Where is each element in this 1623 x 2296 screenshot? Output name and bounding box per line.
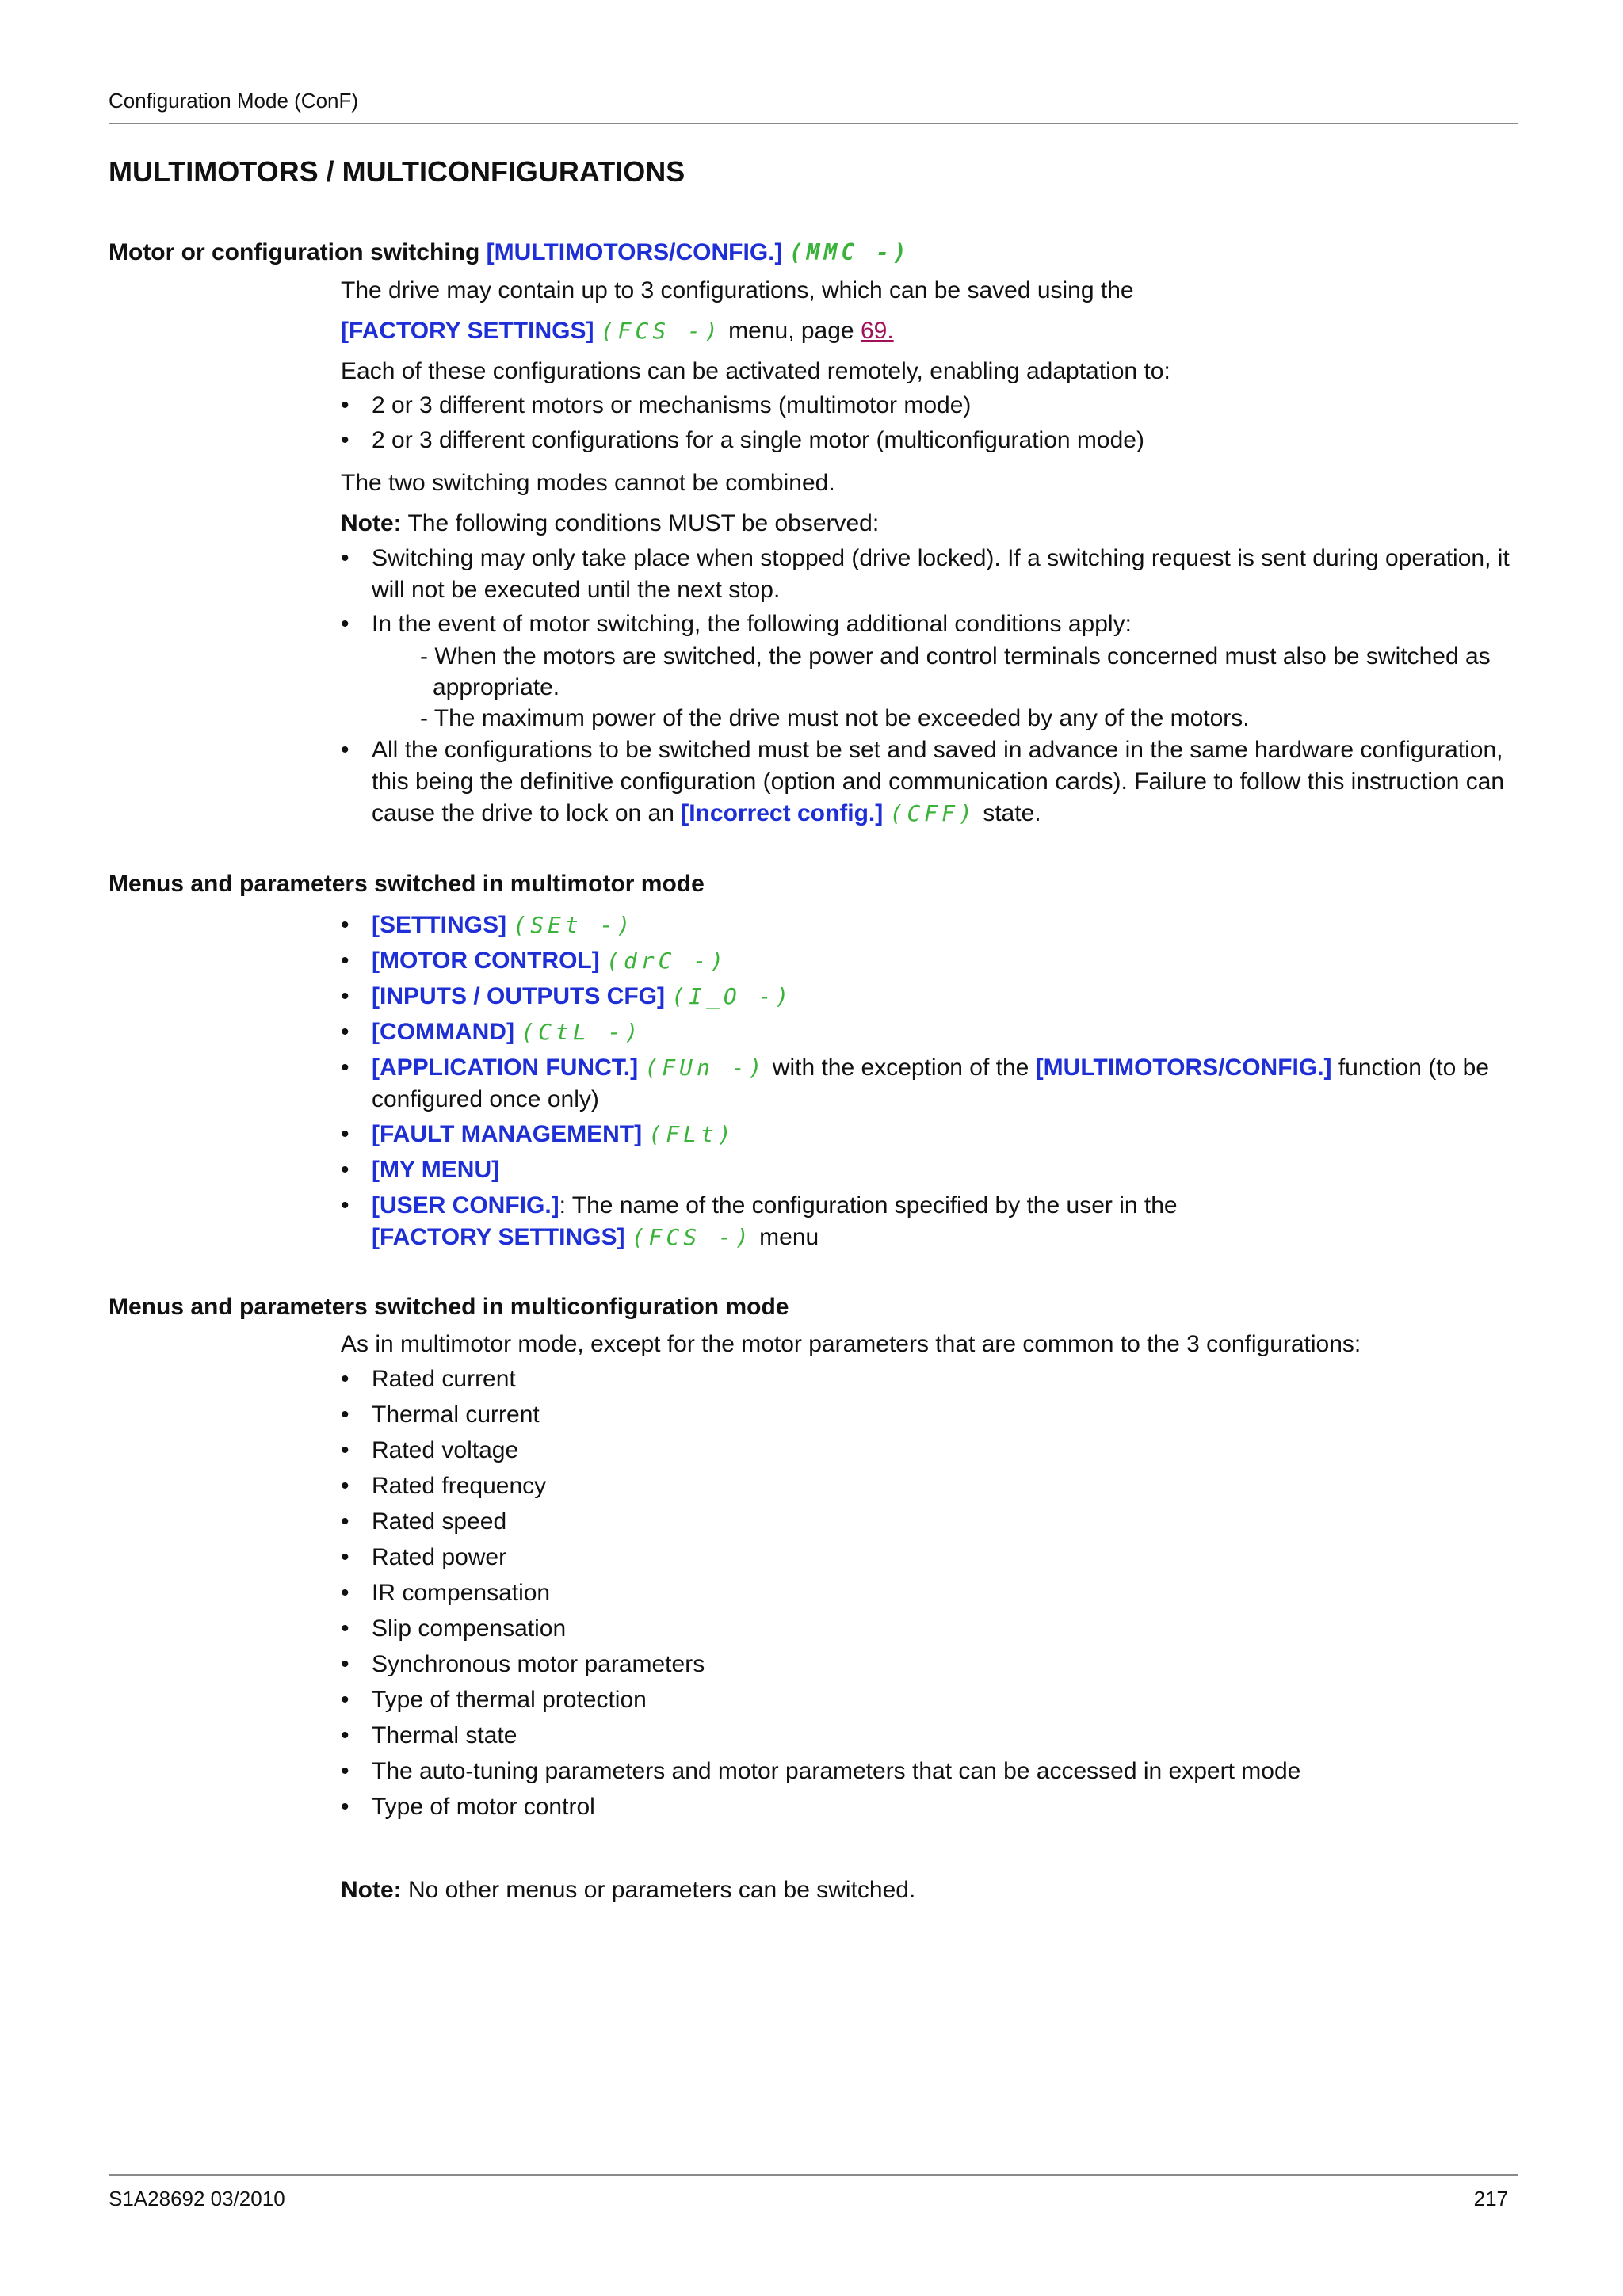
list-item [341,1052,1520,1116]
menu-ref-incorrect-config: [Incorrect config.] [681,800,884,826]
note [341,1875,1520,1906]
list-item: • 2 or 3 different motors or mechanisms (multimotor mode) [341,390,1520,421]
list-item-text: : The name of the configuration specified by the user in the [559,1192,1178,1219]
section-heading-multimotor: Menus and parameters switched in multimotor mode [109,871,705,897]
heading-text: Motor or configuration switching [109,239,480,265]
running-header: Configuration Mode (ConF) [109,89,359,113]
doc-reference: S1A28692 03/2010 [109,2187,285,2210]
list-item: • 2 or 3 different configurations for a single motor (multiconfiguration mode) [341,425,1520,456]
sub-item: - When the motors are switched, the power and control terminals concerned must also be switched as appropriate. [420,643,1491,700]
list-item: • Slip compensation [341,1613,1520,1645]
menu-ref: [SETTINGS] [372,912,506,938]
paragraph: Each of these configurations can be activated remotely, enabling adaptation to: [341,358,1170,384]
menu-ref: [INPUTS / OUTPUTS CFG] [372,983,665,1009]
menu-ref: [USER CONFIG.] [372,1192,559,1219]
menu-code: (SEt -) [513,912,635,938]
list-item [341,981,1520,1013]
list-item [341,734,1520,830]
paragraph: The two switching modes cannot be combined. [341,470,835,496]
list-item: • Type of thermal protection [341,1684,1520,1716]
list-item: • The auto-tuning parameters and motor parameters that can be accessed in expert mode [341,1756,1520,1787]
menu-ref-factory-settings: [FACTORY SETTINGS] [341,318,594,344]
list-item [341,910,1520,941]
list-item [341,1016,1520,1048]
list-item [341,1190,1520,1253]
note [341,508,1520,540]
menu-ref-multimotors: [MULTIMOTORS/CONFIG.] [486,239,783,265]
menu-ref: [FACTORY SETTINGS] [372,1224,625,1250]
list-item-text: function (to be configured once only) [372,1055,1489,1112]
code-mmc: (MMC -) [789,239,911,265]
list-item: • Switching may only take place when stopped (drive locked). If a switching request is sent during operation, it will not be executed until the next stop. [341,543,1520,606]
list-item: • In the event of motor switching, the following additional conditions apply: [341,608,1520,640]
paragraph-text: menu, page [721,318,861,344]
menu-ref: [APPLICATION FUNCT.] [372,1055,639,1081]
list-item-text: with the exception of the [766,1055,1036,1081]
header-rule [109,123,1518,124]
code-fcs: (FCS -) [600,318,722,344]
page-link[interactable]: 69. [860,318,894,344]
note-text: The following conditions MUST be observed: [401,510,880,536]
menu-code: (I_O -) [671,983,793,1009]
menu-ref: [MULTIMOTORS/CONFIG.] [1035,1055,1332,1081]
paragraph: As in multimotor mode, except for the motor parameters that are common to the 3 configurations: [341,1331,1361,1357]
list-item-text: menu [752,1224,819,1250]
list-item: • Rated current [341,1363,1520,1395]
list-item: • Type of motor control [341,1791,1520,1823]
list-item: • Rated speed [341,1506,1520,1538]
menu-code: (FLt) [648,1121,735,1147]
list-item-text: state. [976,800,1041,826]
paragraph: The drive may contain up to 3 configurations, which can be saved using the [341,277,1134,303]
list-item-text: All the configurations to be switched must be set and saved in advance in the same hardware configuration, this being the definitive configuration (option and communication cards). Failure to follow this instruction can cause the drive to lock on an [372,737,1505,826]
list-item: • Rated power [341,1542,1520,1573]
menu-ref: [COMMAND] [372,1019,514,1045]
list-item: • IR compensation [341,1577,1520,1609]
menu-code: (CtL -) [521,1019,643,1045]
menu-ref: [MY MENU] [372,1157,500,1183]
page-title: MULTIMOTORS / MULTICONFIGURATIONS [109,155,685,188]
list-item: • Thermal current [341,1399,1520,1431]
note-label: Note: [341,510,402,536]
section-heading-multiconfiguration: Menus and parameters switched in multiconfiguration mode [109,1294,789,1320]
menu-code: (drC -) [606,948,728,974]
note-label: Note: [341,1877,402,1903]
menu-ref: [FAULT MANAGEMENT] [372,1121,643,1147]
page-number: 217 [1473,2187,1508,2210]
sub-item: - The maximum power of the drive must not be exceeded by any of the motors. [420,705,1250,731]
list-item: • Rated voltage [341,1435,1520,1466]
list-item [341,945,1520,977]
menu-code: (FCS -) [631,1224,753,1250]
menu-ref: [MOTOR CONTROL] [372,948,600,974]
list-item [341,1154,1520,1186]
menu-code: (FUn -) [644,1055,766,1081]
list-item: • Rated frequency [341,1470,1520,1502]
paragraph [341,315,1520,347]
footer-rule [109,2174,1518,2176]
list-item: • Synchronous motor parameters [341,1649,1520,1680]
code-cff: (CFF) [889,800,976,826]
note-text: No other menus or parameters can be switched. [401,1877,916,1903]
list-item: • Thermal state [341,1720,1520,1752]
list-item [341,1119,1520,1150]
section-heading-switching [109,239,911,266]
